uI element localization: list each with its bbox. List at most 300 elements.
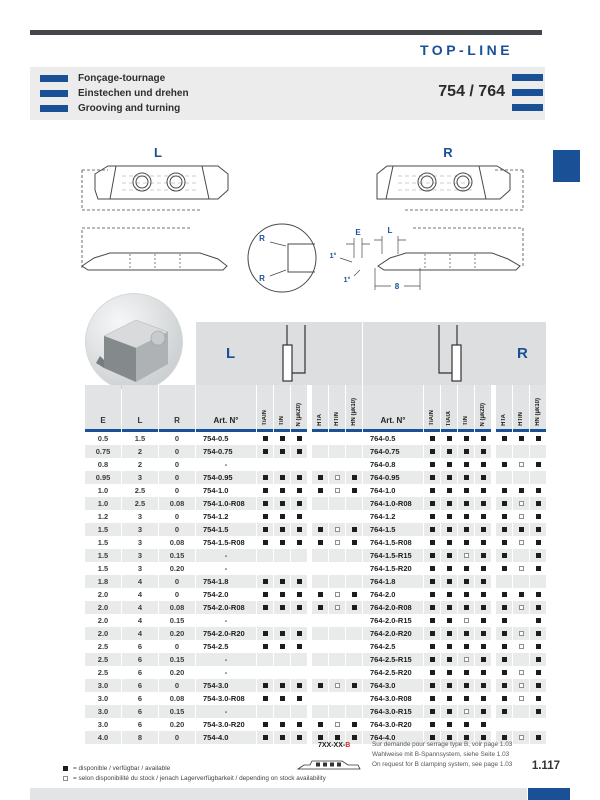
filled-square <box>481 527 486 532</box>
filled-square <box>318 592 323 597</box>
filled-square <box>447 514 452 519</box>
filled-square <box>447 683 452 688</box>
availability-cell <box>441 458 457 471</box>
subtitle-text: Fonçage-tournage <box>78 73 166 84</box>
availability-cell <box>475 536 491 549</box>
column-group-gap <box>308 679 311 692</box>
availability-cell <box>513 601 529 614</box>
filled-square <box>447 605 452 610</box>
availability-cell <box>475 549 491 562</box>
filled-square <box>536 501 541 506</box>
filled-square <box>297 683 302 688</box>
filled-square <box>464 462 469 467</box>
subtitle-line <box>40 71 189 86</box>
availability-cell <box>257 562 273 575</box>
availability-cell <box>346 432 362 445</box>
filled-square <box>464 579 469 584</box>
cell-art-764: 764-2.0 <box>370 590 396 599</box>
cell-art-764: 764-3.0-R08 <box>370 694 412 703</box>
availability-cell <box>458 666 474 679</box>
filled-square <box>297 501 302 506</box>
cell-r: 0 <box>174 642 180 651</box>
availability-cell <box>475 588 491 601</box>
availability-cell <box>424 510 440 523</box>
availability-cell <box>424 627 440 640</box>
filled-square <box>447 696 452 701</box>
open-square <box>519 683 524 688</box>
page-edge-tab <box>553 150 580 182</box>
availability-cell <box>274 679 290 692</box>
availability-cell <box>257 666 273 679</box>
header-cell-coating <box>496 385 512 432</box>
availability-cell <box>475 458 491 471</box>
column-group-gap <box>308 588 311 601</box>
column-group-gap <box>492 562 495 575</box>
cell-l: 2.5 <box>134 486 146 495</box>
cell-art-754: 754-2.0-R20 <box>196 627 256 640</box>
filled-square <box>536 735 541 740</box>
filled-square <box>280 501 285 506</box>
header-cell-coating <box>312 385 328 432</box>
column-group-gap <box>492 471 495 484</box>
filled-square <box>430 436 435 441</box>
availability-cell <box>530 601 546 614</box>
availability-cell <box>329 510 345 523</box>
table-row <box>85 692 547 705</box>
availability-cell <box>424 458 440 471</box>
cell-art-764: 764-2.0-R08 <box>363 601 423 614</box>
availability-cell <box>291 692 307 705</box>
cell-art-764: 764-4.0 <box>363 731 423 744</box>
availability-cell <box>458 588 474 601</box>
availability-cell <box>274 523 290 536</box>
filled-square <box>430 475 435 480</box>
availability-cell <box>441 536 457 549</box>
open-square <box>519 644 524 649</box>
header-band <box>30 67 545 120</box>
table-row <box>85 588 547 601</box>
cell-art-754: 754-1.8 <box>196 575 256 588</box>
subtitle-line <box>40 86 189 101</box>
availability-cell <box>329 653 345 666</box>
header-cell-coating <box>291 385 307 432</box>
filled-square <box>263 514 268 519</box>
filled-square <box>430 462 435 467</box>
dim-width-label: 8 <box>394 282 400 291</box>
availability-cell <box>274 484 290 497</box>
filled-square <box>263 475 268 480</box>
filled-square <box>280 722 285 727</box>
b-code-prefix: 7XX-XX- <box>318 742 346 749</box>
open-square <box>335 592 340 597</box>
availability-cell <box>458 497 474 510</box>
availability-cell <box>441 627 457 640</box>
table-row <box>85 536 547 549</box>
cell-art-754: 754-0.75 <box>196 445 256 458</box>
filled-square <box>280 644 285 649</box>
availability-cell <box>496 679 512 692</box>
filled-square <box>280 527 285 532</box>
availability-cell <box>458 445 474 458</box>
cell-r: 0.15 <box>169 616 185 625</box>
legend-text: = disponible / verfügbar / available <box>73 764 171 772</box>
cell-l: 3 <box>122 549 158 562</box>
filled-square <box>502 514 507 519</box>
filled-square <box>481 670 486 675</box>
column-group-gap <box>492 432 495 445</box>
availability-cell <box>257 588 273 601</box>
availability-cell <box>312 445 328 458</box>
cell-l: 4 <box>122 601 158 614</box>
column-group-gap <box>308 601 311 614</box>
filled-square <box>430 501 435 506</box>
column-group-gap <box>492 640 495 653</box>
cell-l: 8 <box>122 731 158 744</box>
availability-cell <box>530 705 546 718</box>
filled-square <box>263 722 268 727</box>
cell-r: 0 <box>174 434 180 443</box>
filled-square <box>430 449 435 454</box>
filled-square <box>430 644 435 649</box>
availability-cell <box>329 692 345 705</box>
filled-square <box>352 592 357 597</box>
cell-r: 0 <box>174 486 180 495</box>
cell-r: 0 <box>159 471 195 484</box>
cell-l: 6 <box>122 679 158 692</box>
cell-e: 2.5 <box>97 642 109 651</box>
cell-art-754: - <box>224 668 228 677</box>
filled-square <box>502 670 507 675</box>
filled-square <box>430 657 435 662</box>
header-cell-coating <box>530 385 546 432</box>
column-group-gap <box>308 497 311 510</box>
cell-l: 4 <box>137 590 143 599</box>
cell-art-764: 764-1.0 <box>370 486 396 495</box>
cell-art-764: 764-0.75 <box>363 445 423 458</box>
column-group-gap <box>308 471 311 484</box>
column-group-gap <box>308 458 311 471</box>
filled-square <box>297 735 302 740</box>
column-group-gap <box>492 484 495 497</box>
band-bar <box>512 74 543 81</box>
filled-square <box>297 527 302 532</box>
cell-e: 1.0 <box>97 486 109 495</box>
filled-square <box>481 605 486 610</box>
filled-square <box>430 488 435 493</box>
drawing-label-r: R <box>443 145 453 160</box>
cell-art-754: 754-1.0 <box>203 486 229 495</box>
open-square <box>335 722 340 727</box>
filled-square <box>447 644 452 649</box>
table-header <box>85 385 547 432</box>
availability-cell <box>312 614 328 627</box>
filled-square <box>280 605 285 610</box>
open-square <box>464 657 469 662</box>
filled-square <box>481 579 486 584</box>
filled-square <box>481 566 486 571</box>
availability-cell <box>424 640 440 653</box>
column-group-gap <box>492 614 495 627</box>
availability-cell <box>458 549 474 562</box>
filled-square <box>481 540 486 545</box>
availability-cell <box>257 458 273 471</box>
filled-square <box>481 553 486 558</box>
cell-r: 0 <box>174 590 180 599</box>
column-group-gap <box>492 523 495 536</box>
availability-cell <box>496 692 512 705</box>
cell-r: 0.08 <box>169 538 185 547</box>
availability-cell <box>424 692 440 705</box>
availability-cell <box>496 562 512 575</box>
filled-square <box>447 579 452 584</box>
filled-square <box>352 605 357 610</box>
cell-e: 3.0 <box>85 679 121 692</box>
cell-e: 2.0 <box>85 601 121 614</box>
availability-cell <box>513 731 529 744</box>
cell-r: 0.15 <box>159 653 195 666</box>
column-group-gap <box>492 575 495 588</box>
availability-cell <box>346 692 362 705</box>
filled-square <box>536 605 541 610</box>
availability-cell <box>530 679 546 692</box>
dim-angle-bottom-label: 1° <box>343 277 351 284</box>
filled-square <box>481 696 486 701</box>
cell-art-764: 764-0.5 <box>370 434 396 443</box>
filled-square <box>502 566 507 571</box>
availability-cell <box>312 653 328 666</box>
filled-square <box>536 644 541 649</box>
availability-cell <box>475 614 491 627</box>
table-row <box>85 575 547 588</box>
filled-square <box>280 436 285 441</box>
availability-cell <box>513 484 529 497</box>
cell-e: 0.5 <box>97 434 109 443</box>
cell-art-754: - <box>224 564 228 573</box>
filled-square <box>430 605 435 610</box>
availability-cell <box>257 497 273 510</box>
filled-square <box>502 605 507 610</box>
availability-cell <box>346 471 362 484</box>
availability-cell <box>312 549 328 562</box>
header-cell-coating <box>424 385 440 432</box>
cell-r: 0.08 <box>159 497 195 510</box>
filled-square <box>464 696 469 701</box>
filled-square <box>536 592 541 597</box>
cell-e: 1.5 <box>97 538 109 547</box>
availability-cell <box>441 614 457 627</box>
column-group-gap <box>308 562 311 575</box>
availability-cell <box>329 549 345 562</box>
band-bar <box>40 105 68 112</box>
availability-cell <box>513 692 529 705</box>
filled-square <box>464 449 469 454</box>
filled-square <box>318 722 323 727</box>
filled-square <box>430 631 435 636</box>
filled-square <box>280 488 285 493</box>
filled-square <box>536 670 541 675</box>
availability-cell <box>475 718 491 731</box>
cell-r: 0 <box>159 445 195 458</box>
availability-cell <box>274 614 290 627</box>
availability-cell <box>513 510 529 523</box>
filled-square <box>481 631 486 636</box>
filled-square <box>447 657 452 662</box>
cell-l: 4 <box>122 627 158 640</box>
availability-cell <box>274 705 290 718</box>
filled-square <box>536 618 541 623</box>
open-square <box>519 631 524 636</box>
availability-cell <box>312 523 328 536</box>
column-group-gap <box>308 666 311 679</box>
availability-cell <box>274 536 290 549</box>
availability-cell <box>424 614 440 627</box>
filled-square <box>297 605 302 610</box>
availability-cell <box>475 692 491 705</box>
cell-e: 1.5 <box>85 549 121 562</box>
cell-e: 3.0 <box>97 720 109 729</box>
availability-cell <box>475 523 491 536</box>
filled-square <box>481 514 486 519</box>
header-cell-coating <box>475 385 491 432</box>
availability-cell <box>291 588 307 601</box>
column-group-gap <box>492 718 495 731</box>
availability-cell <box>458 575 474 588</box>
availability-cell <box>424 523 440 536</box>
filled-square <box>536 462 541 467</box>
availability-cell <box>274 510 290 523</box>
b-note-line: Sur demande pour serrage type B, voir page 1.03 <box>372 741 513 748</box>
technical-drawing <box>30 140 545 300</box>
availability-cell <box>496 497 512 510</box>
top-rule <box>30 30 542 35</box>
availability-cell <box>274 640 290 653</box>
availability-cell <box>424 536 440 549</box>
footer-bar-blue <box>528 788 570 800</box>
availability-cell <box>329 666 345 679</box>
filled-square <box>447 449 452 454</box>
table-body <box>85 432 547 744</box>
filled-square <box>263 683 268 688</box>
filled-square <box>481 644 486 649</box>
filled-square <box>318 527 323 532</box>
availability-cell <box>513 588 529 601</box>
table-row <box>85 549 547 562</box>
availability-cell <box>312 484 328 497</box>
availability-cell <box>257 484 273 497</box>
panel-left <box>196 322 362 385</box>
availability-cell <box>475 471 491 484</box>
filled-square <box>297 644 302 649</box>
filled-square <box>502 618 507 623</box>
open-square <box>519 735 524 740</box>
b-note-line: On request for B clamping system, see page 1.03 <box>372 761 513 768</box>
availability-cell <box>257 640 273 653</box>
cell-l: 3 <box>122 523 158 536</box>
availability-cell <box>274 627 290 640</box>
availability-cell <box>274 718 290 731</box>
filled-square <box>502 592 507 597</box>
availability-cell <box>257 731 273 744</box>
detail-r-bottom-label: R <box>259 274 265 283</box>
filled-square <box>536 488 541 493</box>
cell-e: 2.0 <box>85 627 121 640</box>
filled-square <box>430 670 435 675</box>
availability-cell <box>458 536 474 549</box>
filled-square <box>263 449 268 454</box>
availability-cell <box>530 692 546 705</box>
availability-cell <box>496 484 512 497</box>
filled-square <box>536 631 541 636</box>
availability-cell <box>513 471 529 484</box>
filled-square <box>464 501 469 506</box>
cell-art-764: 764-2.5-R15 <box>363 653 423 666</box>
availability-cell <box>441 497 457 510</box>
filled-square <box>481 592 486 597</box>
table-row <box>85 614 547 627</box>
legend-item <box>63 763 326 773</box>
filled-square <box>447 631 452 636</box>
legend <box>63 763 326 783</box>
availability-cell <box>329 575 345 588</box>
coating-label: N (µk20) <box>296 402 302 426</box>
coating-label: TiAlX <box>446 410 452 426</box>
insert-profile-left-icon <box>269 323 319 385</box>
availability-cell <box>513 445 529 458</box>
column-group-gap <box>308 640 311 653</box>
column-group-gap <box>492 549 495 562</box>
filled-square <box>297 722 302 727</box>
cell-l: 3 <box>137 538 143 547</box>
filled-square <box>519 527 524 532</box>
insert-profile-right-icon <box>425 323 475 385</box>
availability-cell <box>274 562 290 575</box>
filled-square <box>263 644 268 649</box>
availability-cell <box>496 588 512 601</box>
availability-cell <box>441 601 457 614</box>
panel-right-label: R <box>517 345 528 362</box>
cell-art-764: 764-0.95 <box>363 471 423 484</box>
open-square <box>335 605 340 610</box>
filled-square <box>481 436 486 441</box>
band-bar <box>40 90 68 97</box>
filled-square <box>502 683 507 688</box>
column-group-gap <box>308 385 311 432</box>
coating-label: HTA <box>501 414 507 426</box>
table-row <box>85 601 547 614</box>
filled-square <box>481 657 486 662</box>
column-group-gap <box>308 445 311 458</box>
filled-square <box>352 540 357 545</box>
availability-cell <box>257 718 273 731</box>
availability-cell <box>312 588 328 601</box>
availability-cell <box>346 484 362 497</box>
availability-cell <box>312 510 328 523</box>
b-notes <box>372 740 512 770</box>
cell-l: 1.5 <box>134 434 146 443</box>
availability-cell <box>513 640 529 653</box>
availability-cell <box>346 614 362 627</box>
filled-square <box>502 462 507 467</box>
availability-cell <box>458 601 474 614</box>
filled-square <box>502 527 507 532</box>
availability-cell <box>346 523 362 536</box>
column-group-gap <box>492 627 495 640</box>
footer-bar-gray <box>30 788 527 800</box>
filled-square <box>447 462 452 467</box>
dim-l-label: L <box>387 226 393 235</box>
filled-square <box>352 527 357 532</box>
availability-cell <box>530 731 546 744</box>
